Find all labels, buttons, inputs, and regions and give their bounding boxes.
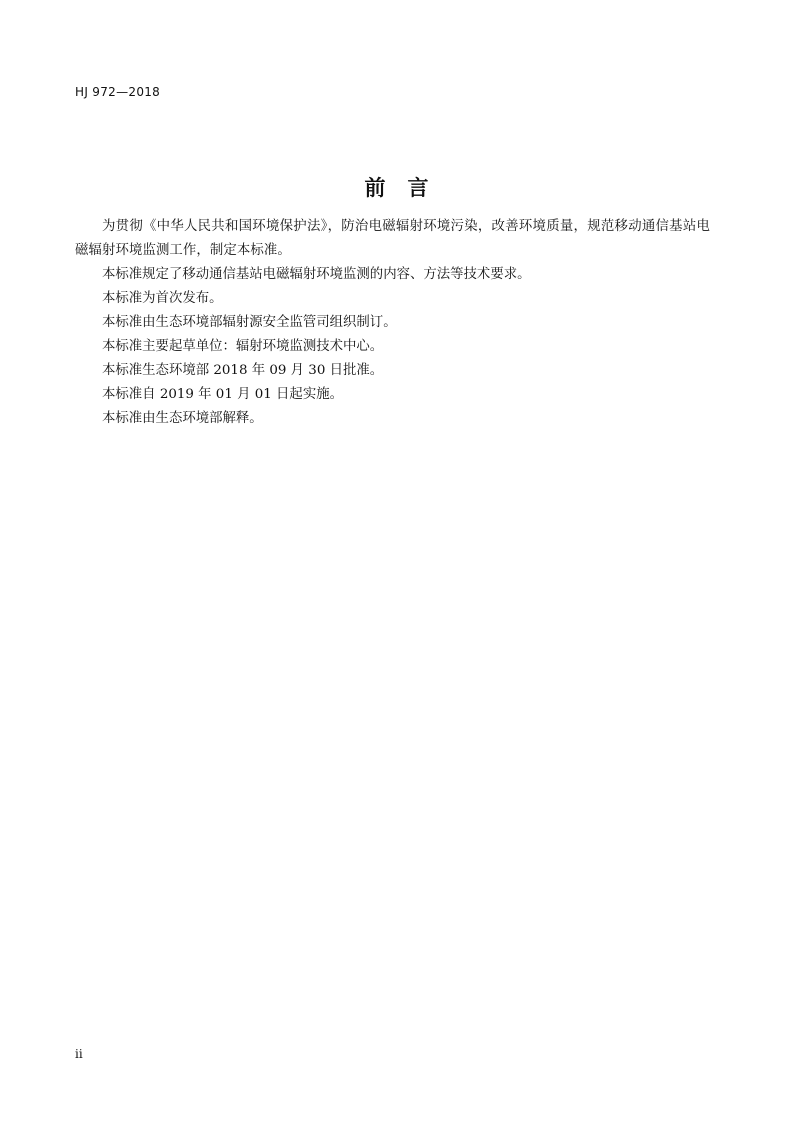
- paragraph-approval-date: 本标准生态环境部 2018 年 09 月 30 日批准。: [102, 363, 384, 378]
- paragraph-first-release: 本标准为首次发布。: [102, 291, 223, 306]
- foreword-body: [75, 215, 710, 431]
- paragraph-interpretation: 本标准由生态环境部解释。: [102, 411, 263, 426]
- paragraph-scope: 本标准规定了移动通信基站电磁辐射环境监测的内容、方法等技术要求。: [102, 267, 531, 282]
- paragraph-organizer: 本标准由生态环境部辐射源安全监管司组织制订。: [102, 315, 397, 330]
- paragraph-drafting-unit: 本标准主要起草单位：辐射环境监测技术中心。: [102, 339, 384, 354]
- paragraph-effective-date: 本标准自 2019 年 01 月 01 日起实施。: [102, 387, 343, 402]
- standard-id: HJ 972—2018: [75, 85, 161, 99]
- page-number: ii: [75, 1047, 83, 1061]
- page-title: 前言: [364, 176, 451, 200]
- paragraph-purpose: 为贯彻《中华人民共和国环境保护法》，防治电磁辐射环境污染，改善环境质量，规范移动通信基站电磁辐射环境监测工作，制定本标准。: [75, 219, 710, 258]
